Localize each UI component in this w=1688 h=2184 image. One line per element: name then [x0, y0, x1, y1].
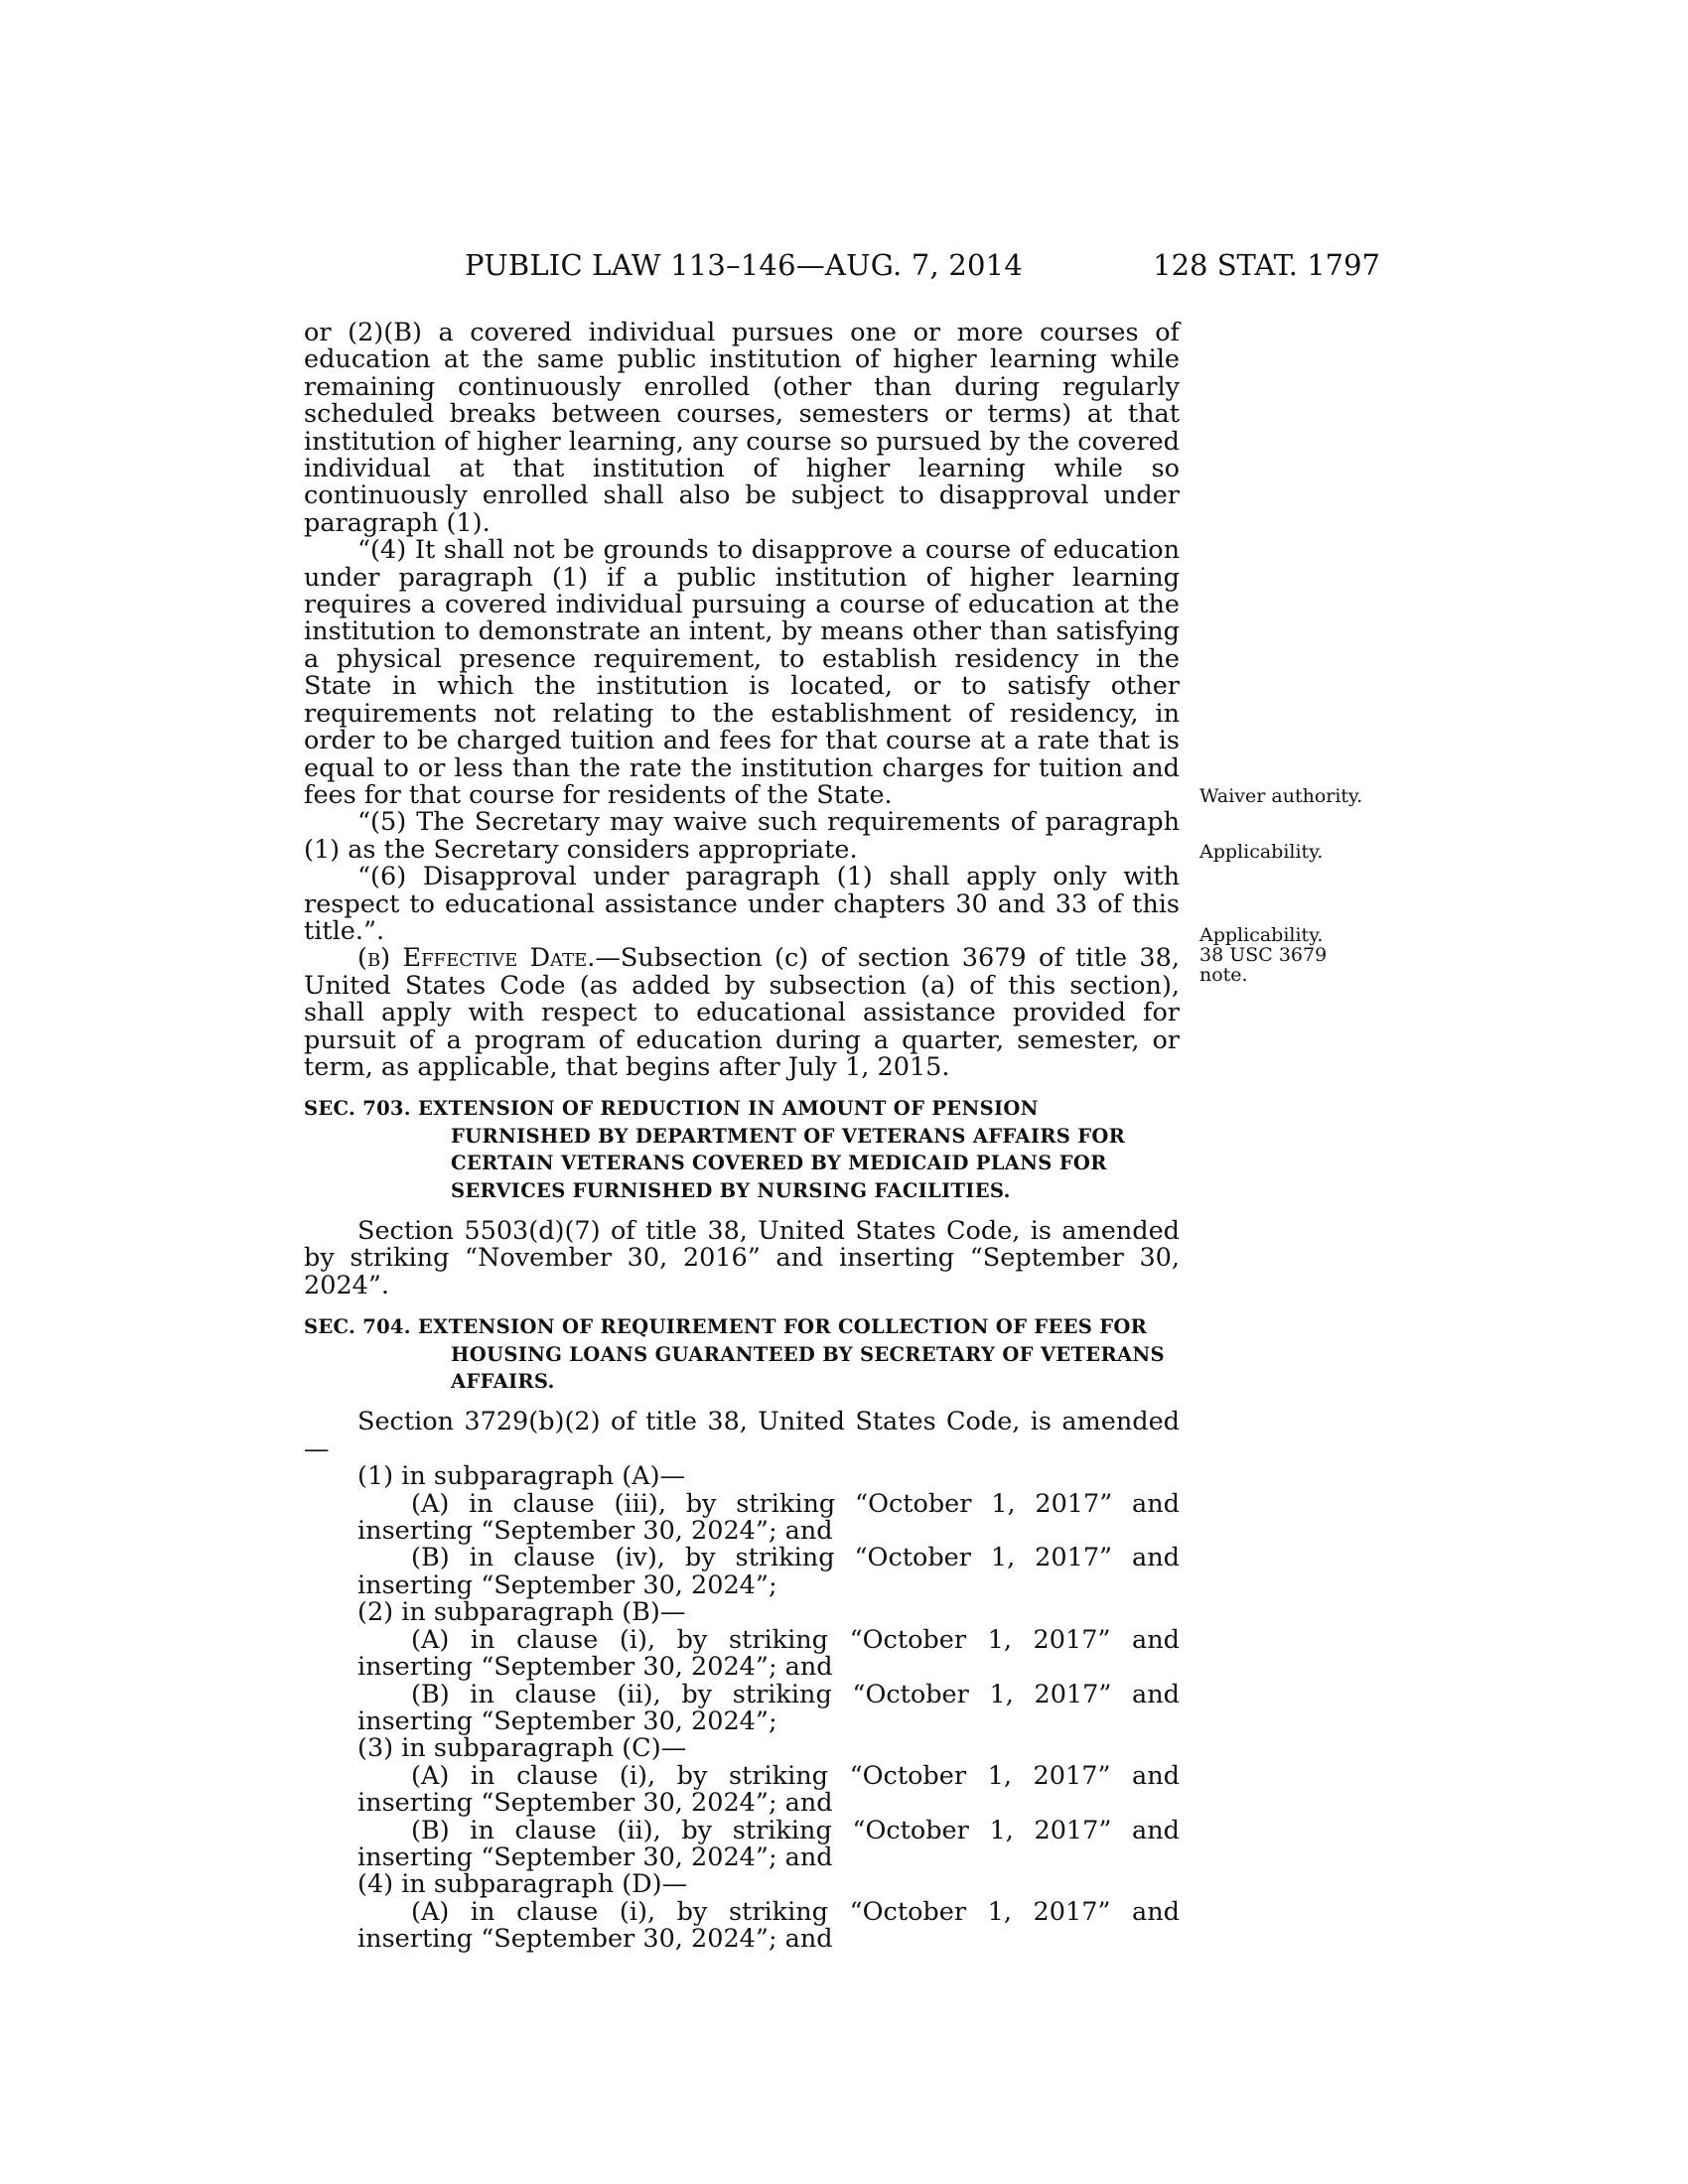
- list-item: (A) in clause (i), by striking “October 1, 2017” and inserting “September 30, 2024”; and: [357, 1760, 1180, 1819]
- margin-note-waiver: Waiver authority.: [1199, 785, 1363, 807]
- margin-note-applicability: Applicability.: [1199, 841, 1324, 863]
- list-item: (B) in clause (ii), by striking “October 1, 2017” and inserting “September 30, 2024”; and: [357, 1815, 1180, 1872]
- paragraph-5: “(5) The Secretary may waive such requirements of paragraph (1) as the Secretary considers appropriate.: [304, 807, 1180, 865]
- margin-note-usc: 38 USC 3679: [1199, 944, 1328, 966]
- list-item: (B) in clause (ii), by striking “October 1, 2017” and inserting “September 30, 2024”;: [357, 1679, 1180, 1736]
- paragraph-continuation: or (2)(B) a covered individual pursues one or more courses of education at the same public institution of higher learning while remaining continuously enrolled (other than during regularly scheduled breaks between courses, semesters or terms) at that institution of higher learning, any course so pursued by the covered individual at that institution of higher learning while so continuously enrolled shall also be subject to disapproval under paragraph (1).: [304, 318, 1180, 538]
- public-law-title: PUBLIC LAW 113–146—AUG. 7, 2014: [465, 248, 1023, 282]
- page-header: [298, 248, 1380, 290]
- paragraph-6: “(6) Disapproval under paragraph (1) shall apply only with respect to educational assistance under chapters 30 and 33 of this title.”.: [304, 862, 1180, 946]
- margin-note-applicability-label: Applicability.: [1199, 924, 1324, 946]
- list-item: (4) in subparagraph (D)—: [357, 1869, 688, 1900]
- list-item: (B) in clause (iv), by striking “October 1, 2017” and inserting “September 30, 2024”;: [357, 1543, 1180, 1600]
- section-703-text: Section 5503(d)(7) of title 38, United States Code, is amended by striking “November 30, 2016” and inserting “September 30, 2024”.: [304, 1216, 1180, 1300]
- section-703-heading: SEC. 703. EXTENSION OF REDUCTION IN AMOUNT OF PENSION FURNISHED BY DEPARTMENT OF VETERANS AFFAIRS FOR CERTAIN VETERANS COVERED BY MEDICAID PLANS FOR SERVICES FURNISHED BY NURSING FACILITIES.: [304, 1097, 1126, 1202]
- margin-note-note: note.: [1199, 964, 1248, 986]
- list-item: (1) in subparagraph (A)—: [357, 1461, 686, 1492]
- list-item: (3) in subparagraph (C)—: [357, 1733, 687, 1764]
- document-body: [304, 320, 1180, 1954]
- statute-page-number: 128 STAT. 1797: [1153, 248, 1380, 282]
- effective-date-text: —Subsection (c) of section 3679 of title 38, United States Code (as added by subsection (a) of this section), shall apply with respect to educational assistance provided for pursuit of a program of education during a quarter, semester, or term, as applicable, that begins after July 1, 2015.: [304, 943, 1180, 1082]
- section-704-intro: Section 3729(b)(2) of title 38, United States Code, is amended—: [304, 1407, 1180, 1464]
- list-item: (A) in clause (i), by striking “October 1, 2017” and inserting “September 30, 2024”; and: [357, 1896, 1180, 1955]
- section-704-heading: SEC. 704. EXTENSION OF REQUIREMENT FOR COLLECTION OF FEES FOR HOUSING LOANS GUARANTEED BY SECRETARY OF VETERANS AFFAIRS.: [304, 1315, 1165, 1394]
- effective-date-label: (b) Effective Date.: [357, 943, 596, 974]
- paragraph-4: “(4) It shall not be grounds to disapprove a course of education under paragraph (1) if a public institution of higher learning requires a covered individual pursuing a course of education at the institution to demonstrate an intent, by means other than satisfying a physical presence requirement, to establish residency in the State in which the institution is located, or to satisfy other requirements not relating to the establishment of residency, in order to be charged tuition and fees for that course at a rate that is equal to or less than the rate the institution charges for tuition and fees for that course for residents of the State.: [304, 535, 1180, 810]
- list-item: (A) in clause (i), by striking “October 1, 2017” and inserting “September 30, 2024”; and: [357, 1624, 1180, 1683]
- list-item: (A) in clause (iii), by striking “October 1, 2017” and inserting “September 30, 2024”; and: [357, 1488, 1180, 1547]
- margin-note-applicability-2: [1199, 925, 1327, 985]
- list-item: (2) in subparagraph (B)—: [357, 1597, 686, 1628]
- effective-date-paragraph: [304, 945, 1180, 1081]
